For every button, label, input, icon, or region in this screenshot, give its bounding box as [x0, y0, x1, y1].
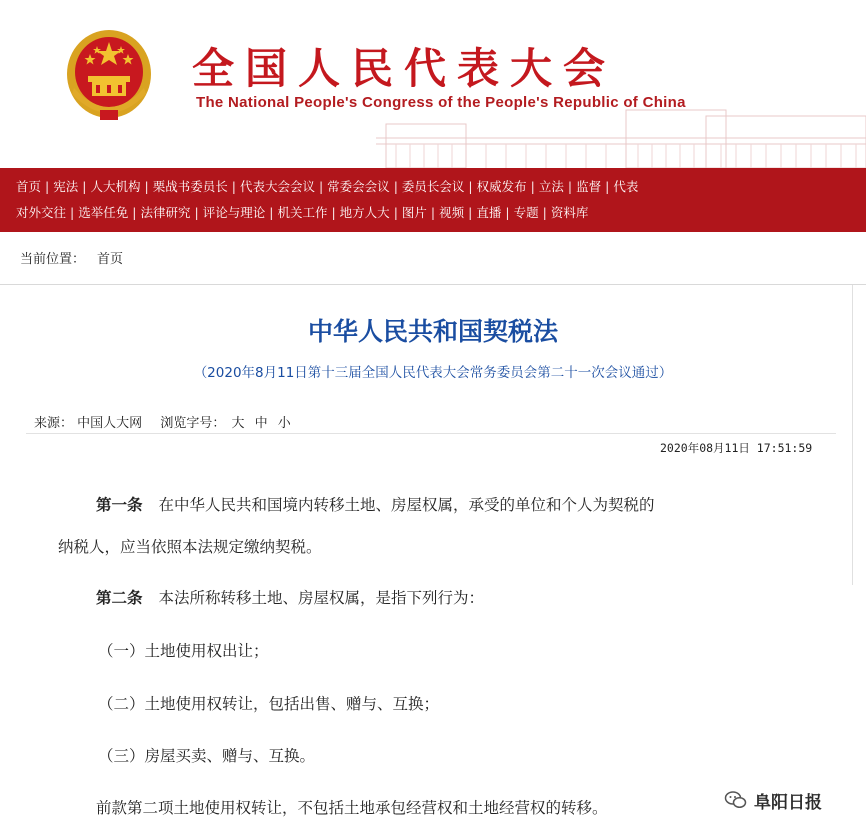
- site-title-en: The National People's Congress of the People's Republic of China: [196, 94, 686, 111]
- nav-separator: |: [318, 179, 324, 194]
- nav-item-elections[interactable]: 选举任免: [78, 205, 129, 220]
- article-2-line-1: [96, 586, 484, 608]
- divider: [0, 284, 866, 285]
- nav-item-home[interactable]: 首页: [16, 179, 42, 194]
- nav-item-releases[interactable]: 权威发布: [476, 179, 527, 194]
- nav-item-congress-sessions[interactable]: 代表大会会议: [239, 179, 315, 194]
- source-label: 来源：: [34, 416, 74, 431]
- nav-item-database[interactable]: 资料库: [550, 205, 589, 220]
- site-header: [0, 0, 866, 168]
- nav-separator: |: [530, 179, 535, 194]
- watermark-text: 阜阳日报: [754, 792, 822, 813]
- nav-separator: |: [567, 179, 573, 194]
- nav-separator: |: [82, 179, 87, 194]
- watermark: [724, 785, 822, 815]
- font-size-large-button[interactable]: 大: [231, 416, 245, 431]
- nav-item-foreign-affairs[interactable]: 对外交往: [16, 205, 67, 220]
- nav-separator: |: [468, 205, 473, 220]
- nav-separator: |: [331, 205, 336, 220]
- site-title-cn: 全国人民代表大会: [192, 44, 617, 93]
- nav-item-legislation[interactable]: 立法: [538, 179, 564, 194]
- nav-item-local-npc[interactable]: 地方人大: [339, 205, 390, 220]
- wechat-icon: [724, 788, 748, 812]
- article-1-text: 在中华人民共和国境内转移土地、房屋权属，承受的单位和个人为契税的: [158, 496, 655, 514]
- nav-separator: |: [132, 205, 137, 220]
- nav-separator: |: [468, 179, 473, 194]
- nav-separator: |: [194, 205, 199, 220]
- nav-row-1: [16, 175, 638, 199]
- nav-item-live[interactable]: 直播: [476, 205, 502, 220]
- breadcrumb-home-link[interactable]: 首页: [97, 252, 124, 267]
- nav-item-constitution[interactable]: 宪法: [53, 179, 79, 194]
- nav-separator: |: [269, 205, 274, 220]
- nav-separator: |: [144, 179, 149, 194]
- nav-item-deputies[interactable]: 代表: [613, 179, 639, 194]
- article-1-line-1: [96, 493, 655, 515]
- nav-item-chairman[interactable]: 栗战书委员长: [152, 179, 228, 194]
- nav-item-standing-committee-sessions[interactable]: 常委会会议: [327, 179, 390, 194]
- nav-separator: |: [45, 179, 50, 194]
- nav-item-organ-work[interactable]: 机关工作: [277, 205, 328, 220]
- source-link[interactable]: 中国人大网: [77, 416, 143, 431]
- article-1-heading: 第一条: [96, 496, 143, 514]
- breadcrumb: [20, 248, 123, 267]
- nav-item-law-research[interactable]: 法律研究: [140, 205, 191, 220]
- article-2-item-3: （三）房屋买卖、赠与、互换。: [98, 747, 316, 765]
- article-2-item-1: （一）土地使用权出让；: [98, 642, 269, 660]
- font-size-small-button[interactable]: 小: [277, 416, 291, 431]
- nav-item-chairmen-meetings[interactable]: 委员长会议: [401, 179, 465, 194]
- nav-row-2: [16, 201, 588, 225]
- nav-item-topics[interactable]: 专题: [513, 205, 539, 220]
- nav-separator: |: [231, 179, 236, 194]
- publish-date: 2020年08月11日 17:51:59: [660, 441, 813, 455]
- national-emblem-icon: [64, 28, 154, 123]
- article-2-note: 前款第二项土地使用权转让，不包括土地承包经营权和土地经营权的转移。: [96, 799, 608, 817]
- font-size-label: 浏览字号：: [160, 416, 226, 431]
- nav-item-commentary[interactable]: 评论与理论: [202, 205, 266, 220]
- article-meta: [34, 412, 297, 431]
- great-hall-icon: [376, 104, 866, 168]
- nav-separator: |: [70, 205, 75, 220]
- article-1-line-2: 纳税人，应当依照本法规定缴纳契税。: [58, 538, 322, 556]
- breadcrumb-label: 当前位置：: [20, 252, 86, 267]
- nav-item-supervision[interactable]: 监督: [576, 179, 602, 194]
- nav-item-video[interactable]: 视频: [439, 205, 465, 220]
- nav-item-pictures[interactable]: 图片: [401, 205, 427, 220]
- main-nav: [0, 168, 866, 232]
- nav-separator: |: [542, 205, 547, 220]
- article-2-text: 本法所称转移土地、房屋权属，是指下列行为：: [158, 589, 485, 607]
- article-2-item-2: （二）土地使用权转让，包括出售、赠与、互换；: [98, 695, 440, 713]
- nav-separator: |: [505, 205, 510, 220]
- article-title: 中华人民共和国契税法: [307, 317, 558, 346]
- article-2-heading: 第二条: [96, 589, 143, 607]
- nav-separator: |: [393, 205, 398, 220]
- nav-separator: |: [393, 179, 398, 194]
- nav-separator: |: [605, 179, 610, 194]
- article-subtitle: （2020年8月11日第十三届全国人民代表大会常务委员会第二十一次会议通过）: [193, 365, 673, 381]
- font-size-medium-button[interactable]: 中: [254, 416, 268, 431]
- nav-separator: |: [430, 205, 436, 220]
- meta-divider: [26, 433, 836, 434]
- nav-item-npc-bodies[interactable]: 人大机构: [90, 179, 141, 194]
